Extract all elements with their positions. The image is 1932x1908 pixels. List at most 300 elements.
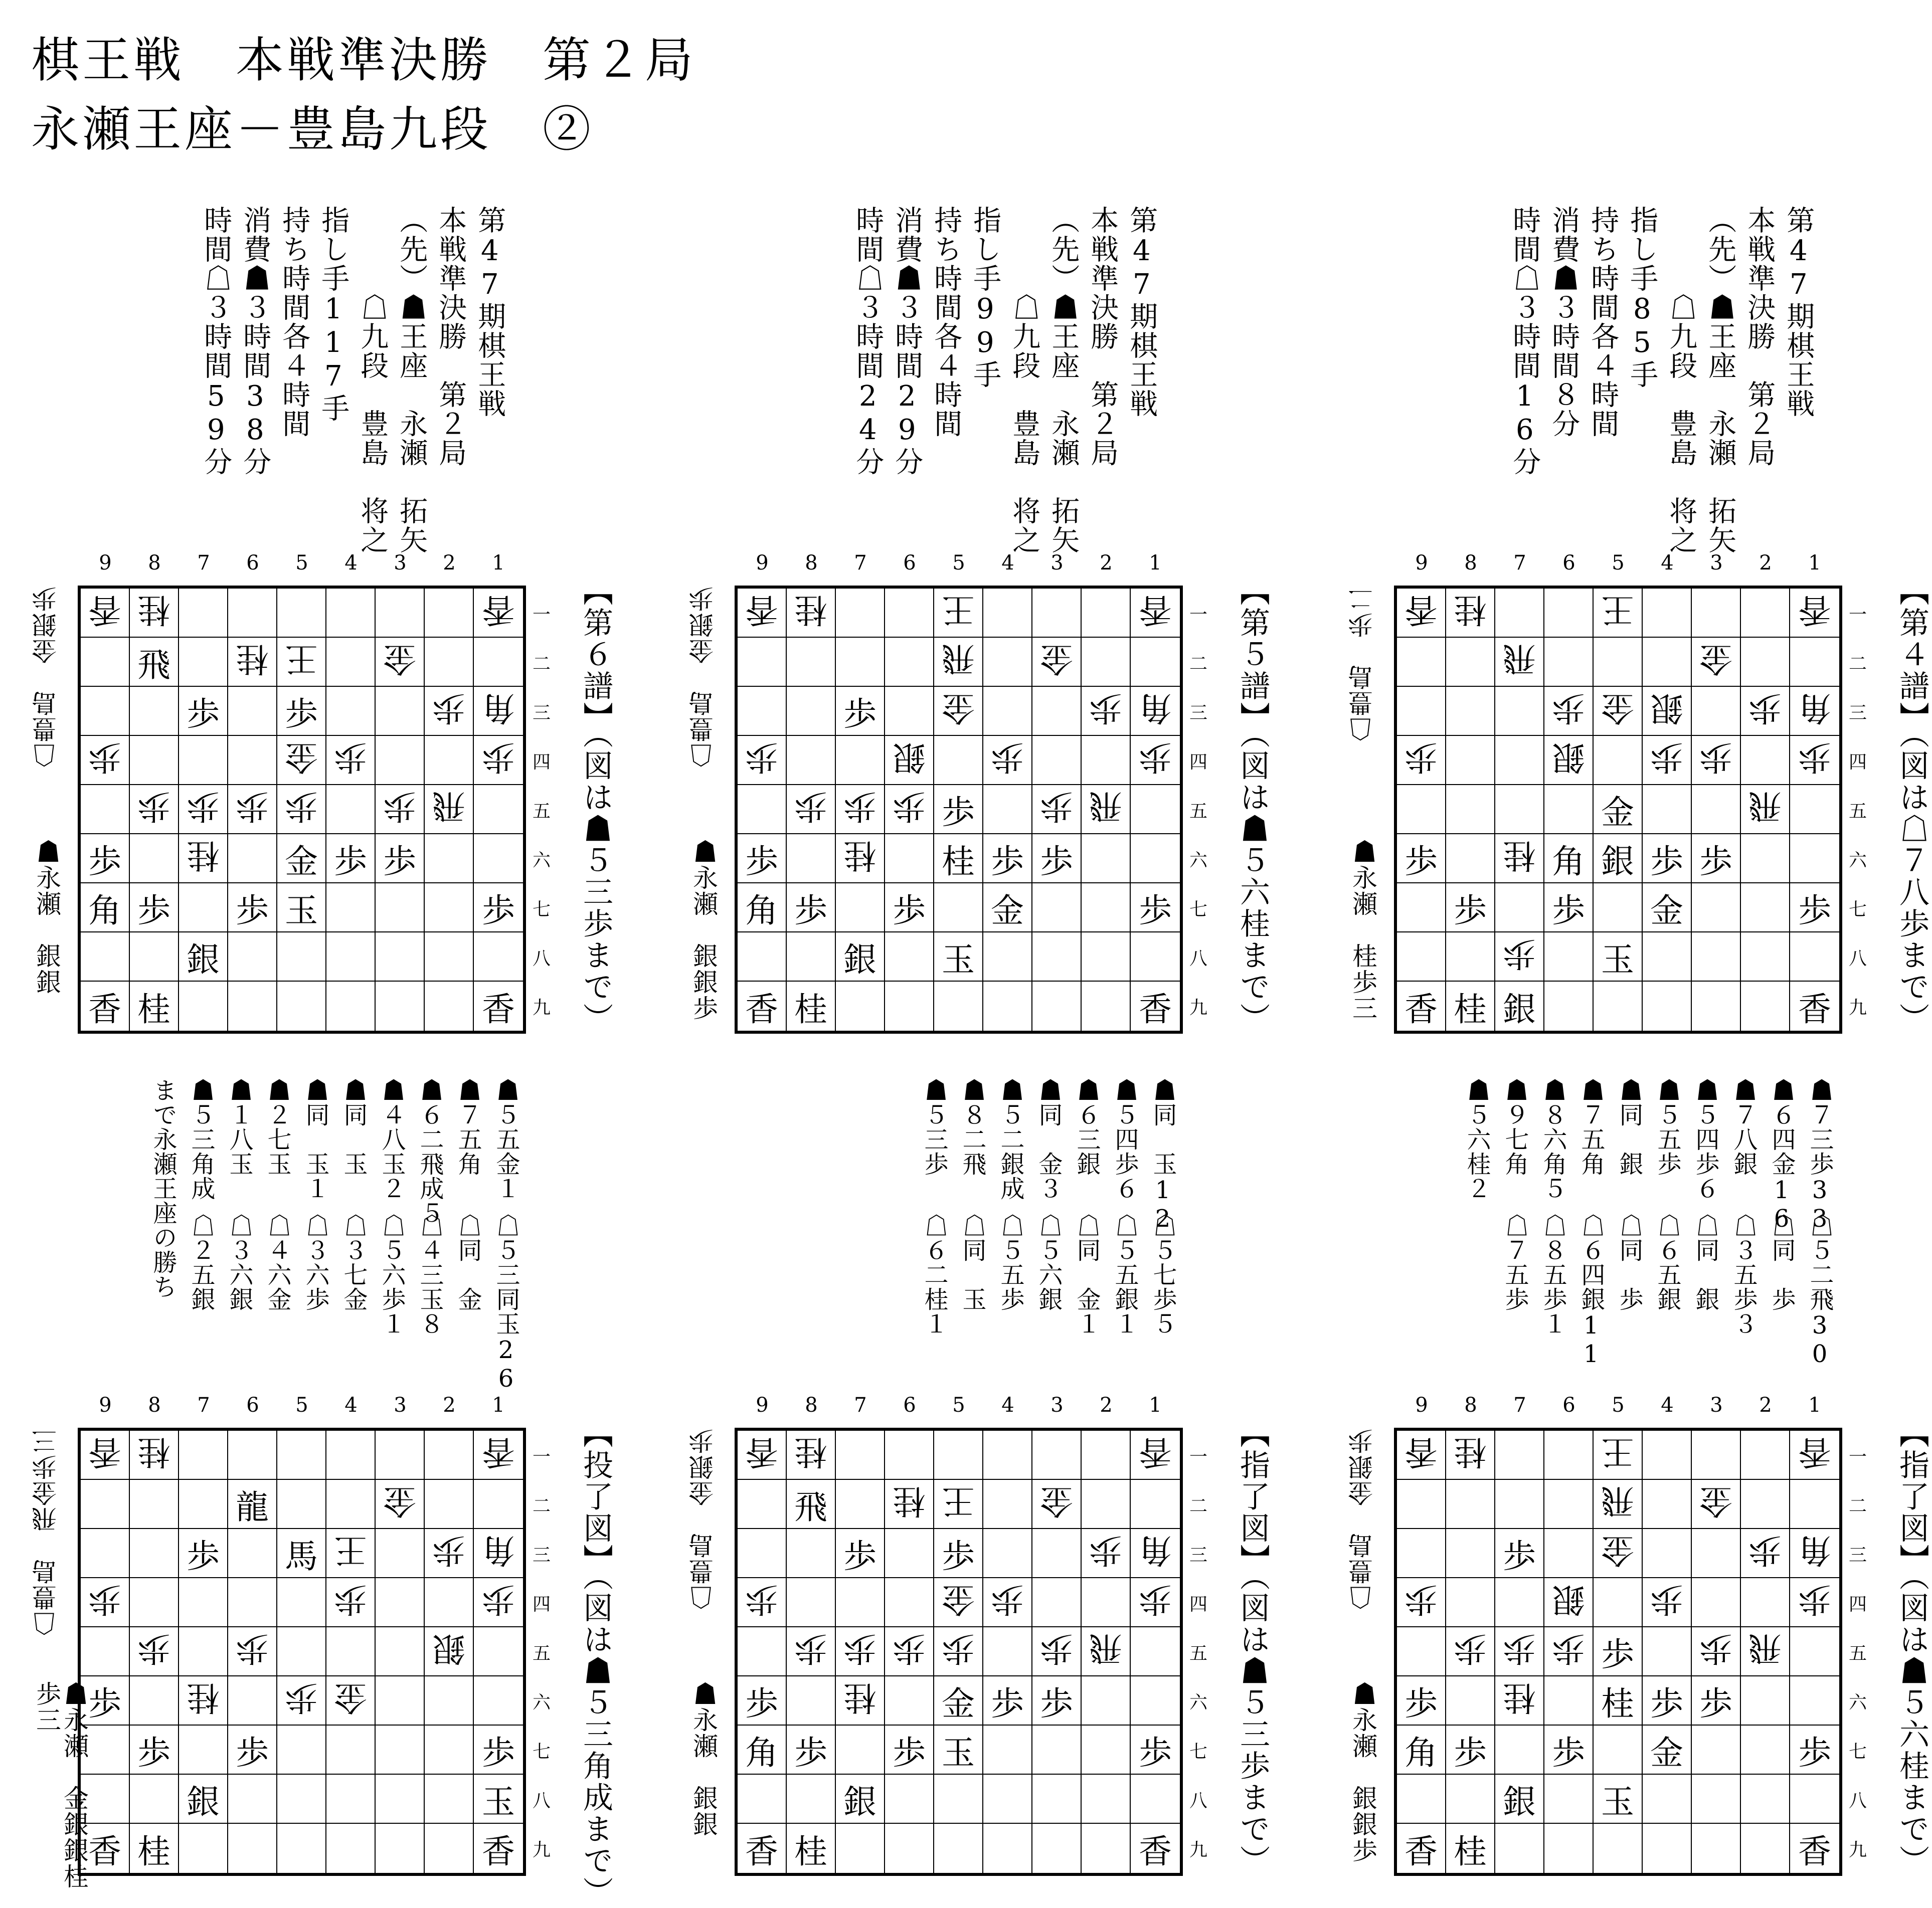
board-square xyxy=(228,834,277,883)
board-square xyxy=(1741,1775,1790,1824)
gote-piece: 桂 xyxy=(187,1678,220,1717)
sente-piece: 香 xyxy=(482,990,515,1029)
board-square xyxy=(983,1578,1032,1627)
board-square xyxy=(81,1627,130,1676)
gote-piece: 王 xyxy=(1601,590,1634,629)
row-label: 五 xyxy=(1848,1643,1867,1664)
sente-piece: 銀 xyxy=(1503,1782,1536,1821)
board-square xyxy=(425,932,474,982)
sente-piece: 桂 xyxy=(137,990,170,1029)
board-square xyxy=(1397,883,1446,932)
game-result: まで永瀬王座の勝ち xyxy=(149,1078,177,1299)
info-line: 持ち時間各４時間 xyxy=(1587,206,1620,438)
board-square xyxy=(179,736,228,785)
column-label: 8 xyxy=(1464,1394,1477,1417)
move-gote: ☖４三玉８ xyxy=(416,1213,444,1336)
column-label: 1 xyxy=(1808,1394,1821,1417)
board-square xyxy=(1544,785,1594,834)
sente-piece: 歩 xyxy=(1040,1684,1073,1723)
sente-piece: 金 xyxy=(991,891,1024,930)
column-labels xyxy=(81,551,523,577)
sente-hand: ☗永瀬 銀銀歩 xyxy=(1348,1681,1377,1863)
board-square xyxy=(425,1824,474,1873)
column-label: 9 xyxy=(1415,1394,1428,1417)
board-square xyxy=(1397,589,1446,638)
board-square xyxy=(1446,1824,1495,1873)
gote-piece: 金 xyxy=(334,1678,367,1717)
gote-piece: 角 xyxy=(1139,688,1172,727)
board-square xyxy=(130,834,179,883)
column-label: 9 xyxy=(99,551,112,575)
board-square xyxy=(1397,1676,1446,1726)
board-square xyxy=(425,1726,474,1775)
board-square xyxy=(1082,932,1131,982)
board-square xyxy=(326,1775,376,1824)
move-sente: ☗５五歩 xyxy=(1653,1078,1681,1176)
board-square xyxy=(983,982,1032,1031)
column-label: 8 xyxy=(805,1394,818,1417)
board-square xyxy=(179,1726,228,1775)
gote-piece: 歩 xyxy=(1748,688,1782,727)
board-square xyxy=(425,1578,474,1627)
shogi-board xyxy=(1394,586,1842,1034)
board-square xyxy=(179,1676,228,1726)
board-square xyxy=(1032,982,1082,1031)
board-square xyxy=(1082,736,1131,785)
title-line-1: 棋王戦 本戦準決勝 第２局 xyxy=(31,32,696,88)
board-square xyxy=(1741,785,1790,834)
board-square xyxy=(1082,1480,1131,1529)
board-square xyxy=(1495,1726,1544,1775)
gote-piece: 金 xyxy=(383,1481,416,1520)
board-square xyxy=(228,1627,277,1676)
board-square xyxy=(1495,1578,1544,1627)
board-square xyxy=(1594,1726,1643,1775)
sente-piece: 歩 xyxy=(1404,1684,1438,1723)
move-sente: ☗６二飛成５ xyxy=(416,1078,444,1225)
board-square xyxy=(1131,785,1180,834)
board-square xyxy=(934,785,983,834)
board-square xyxy=(130,1627,179,1676)
board-square xyxy=(1082,1627,1131,1676)
board-square xyxy=(376,883,425,932)
board-square xyxy=(885,1480,934,1529)
board-square xyxy=(738,736,787,785)
board-square xyxy=(1131,1676,1180,1726)
row-label: 一 xyxy=(532,1446,551,1467)
board-square xyxy=(983,638,1032,687)
column-labels xyxy=(1397,551,1839,577)
board-square xyxy=(1082,1824,1131,1873)
board-square xyxy=(1495,1529,1544,1578)
board-square xyxy=(179,589,228,638)
gote-piece: 歩 xyxy=(1503,1629,1536,1668)
sente-piece: 金 xyxy=(1601,793,1634,832)
board-square xyxy=(1131,1480,1180,1529)
board-square xyxy=(1544,1775,1594,1824)
board-square xyxy=(787,638,836,687)
board-square xyxy=(787,1627,836,1676)
move-sente: ☗同 金３ xyxy=(1034,1078,1063,1201)
board-square xyxy=(787,736,836,785)
board-square xyxy=(425,687,474,736)
board-square xyxy=(130,1529,179,1578)
sente-piece: 銀 xyxy=(187,940,220,979)
sente-piece: 歩 xyxy=(88,1684,121,1723)
board-square xyxy=(787,982,836,1031)
board-square xyxy=(474,638,523,687)
diagram-caption: 【指了図】（図は☗５三歩まで） xyxy=(1235,1418,1270,1876)
diagram-caption: 【第６譜】（図は☗５三歩まで） xyxy=(578,576,613,1034)
gote-piece: 銀 xyxy=(1552,1580,1585,1619)
board-square xyxy=(1544,589,1594,638)
sente-piece: 角 xyxy=(1552,842,1585,881)
board-square xyxy=(228,736,277,785)
gote-piece: 金 xyxy=(383,639,416,678)
board-square xyxy=(836,1480,885,1529)
gote-piece: 角 xyxy=(1798,688,1831,727)
row-label: 七 xyxy=(1848,899,1867,920)
board-square xyxy=(738,1480,787,1529)
gote-piece: 飛 xyxy=(1503,639,1536,678)
board-square xyxy=(934,1480,983,1529)
gote-piece: 歩 xyxy=(334,737,367,777)
board-square xyxy=(1446,1627,1495,1676)
board-square xyxy=(1082,638,1131,687)
board-square xyxy=(1131,982,1180,1031)
row-label: 一 xyxy=(1189,1446,1207,1467)
board-square xyxy=(228,1480,277,1529)
board-square xyxy=(1594,1431,1643,1480)
gote-piece: 王 xyxy=(1601,1432,1634,1471)
sente-piece: 歩 xyxy=(1552,891,1585,930)
info-line: 本戦準決勝 第２局 xyxy=(1086,206,1119,467)
sente-piece: 歩 xyxy=(942,1537,975,1576)
sente-piece: 銀 xyxy=(1601,842,1634,881)
row-label: 八 xyxy=(1848,948,1867,969)
sente-piece: 香 xyxy=(1798,1832,1831,1871)
row-label: 八 xyxy=(1189,948,1207,969)
board-square xyxy=(836,589,885,638)
move-gote: ☖同 歩 xyxy=(1768,1213,1796,1311)
column-labels xyxy=(738,1394,1180,1419)
board-square xyxy=(738,687,787,736)
board-square xyxy=(1594,638,1643,687)
gote-piece: 歩 xyxy=(1139,1580,1172,1619)
gote-piece: 王 xyxy=(285,639,318,678)
board-square xyxy=(1446,1529,1495,1578)
board-square xyxy=(1692,1480,1741,1529)
move-gote: ☖５六銀 xyxy=(1034,1213,1063,1311)
column-label: 3 xyxy=(1710,551,1723,575)
gote-piece: 歩 xyxy=(432,1531,465,1570)
board-square xyxy=(1397,1480,1446,1529)
board-square xyxy=(1082,982,1131,1031)
column-label: 2 xyxy=(1759,1394,1772,1417)
board-square xyxy=(836,785,885,834)
gote-piece: 歩 xyxy=(236,787,269,826)
board-square xyxy=(934,834,983,883)
row-label: 九 xyxy=(532,997,551,1018)
board-square xyxy=(983,1775,1032,1824)
board-square xyxy=(179,932,228,982)
board-square xyxy=(228,982,277,1031)
column-label: 2 xyxy=(1100,551,1113,575)
gote-hand: ☖豊島 歩二 xyxy=(1348,586,1377,742)
board-square xyxy=(1643,1676,1692,1726)
board-square xyxy=(1741,883,1790,932)
board-square xyxy=(376,1676,425,1726)
board-square xyxy=(1032,1726,1082,1775)
board-square xyxy=(130,1775,179,1824)
board-square xyxy=(1594,1775,1643,1824)
board-square xyxy=(474,982,523,1031)
column-label: 5 xyxy=(952,551,965,575)
board-square xyxy=(885,589,934,638)
board-square xyxy=(1692,834,1741,883)
board-square xyxy=(376,1480,425,1529)
move-gote: ☖４六金 xyxy=(263,1213,291,1311)
board-square xyxy=(1131,1431,1180,1480)
board-square xyxy=(1446,1676,1495,1726)
row-label: 五 xyxy=(1848,801,1867,822)
board-square xyxy=(81,687,130,736)
gote-piece: 飛 xyxy=(1748,1629,1782,1668)
board-square xyxy=(1082,1775,1131,1824)
board-square xyxy=(738,1627,787,1676)
row-label: 八 xyxy=(532,1790,551,1811)
board-square xyxy=(1131,932,1180,982)
column-label: 4 xyxy=(1001,551,1014,575)
gote-hand: ☖豊島 金銀歩 xyxy=(32,586,61,768)
board-square xyxy=(425,1431,474,1480)
move-gote: ☖３七金 xyxy=(339,1213,368,1311)
column-label: 4 xyxy=(344,1394,358,1417)
gote-piece: 歩 xyxy=(1699,737,1732,777)
gote-piece: 歩 xyxy=(1552,1629,1585,1668)
gote-piece: 桂 xyxy=(843,836,876,875)
board-square xyxy=(228,1676,277,1726)
board-square xyxy=(1032,883,1082,932)
column-label: 7 xyxy=(854,551,867,575)
board-square xyxy=(81,834,130,883)
move-sente: ☗同 銀 xyxy=(1615,1078,1643,1176)
sente-piece: 香 xyxy=(1139,990,1172,1029)
sente-piece: 香 xyxy=(88,990,121,1029)
board-square xyxy=(787,785,836,834)
sente-piece: 歩 xyxy=(991,842,1024,881)
board-square xyxy=(787,589,836,638)
gote-piece: 歩 xyxy=(1040,787,1073,826)
board-square xyxy=(1131,834,1180,883)
gote-piece: 金 xyxy=(285,737,318,777)
board-square xyxy=(983,1676,1032,1726)
board-square xyxy=(1446,932,1495,982)
column-label: 3 xyxy=(394,551,407,575)
board-square xyxy=(1082,1676,1131,1726)
board-square xyxy=(326,883,376,932)
board-square xyxy=(1446,736,1495,785)
board-square xyxy=(376,1824,425,1873)
row-label: 七 xyxy=(1189,899,1207,920)
board-square xyxy=(738,883,787,932)
board-square xyxy=(1790,982,1839,1031)
board-square xyxy=(983,1824,1032,1873)
board-square xyxy=(983,883,1032,932)
board-square xyxy=(1495,1431,1544,1480)
board-square xyxy=(130,1824,179,1873)
gote-piece: 飛 xyxy=(1089,1629,1122,1668)
sente-piece: 香 xyxy=(745,990,778,1029)
row-label: 八 xyxy=(532,948,551,969)
board-square xyxy=(277,687,326,736)
board-square xyxy=(81,1529,130,1578)
board-square xyxy=(376,982,425,1031)
board-square xyxy=(1131,1578,1180,1627)
info-line: 消費☗３時間38分 xyxy=(239,206,272,476)
board-square xyxy=(277,1529,326,1578)
board-square xyxy=(738,1578,787,1627)
board-square xyxy=(1741,1529,1790,1578)
board-square xyxy=(179,1431,228,1480)
sente-piece: 玉 xyxy=(942,940,975,979)
board-square xyxy=(1495,1627,1544,1676)
sente-piece: 歩 xyxy=(1454,1733,1487,1772)
gote-piece: 香 xyxy=(482,590,515,629)
board-square xyxy=(130,1578,179,1627)
board-square xyxy=(1495,785,1544,834)
board-square xyxy=(228,883,277,932)
gote-piece: 歩 xyxy=(794,1629,827,1668)
column-labels xyxy=(738,551,1180,577)
gote-piece: 香 xyxy=(1798,590,1831,629)
board-square xyxy=(1544,834,1594,883)
gote-piece: 金 xyxy=(942,1580,975,1619)
info-line: 持ち時間各４時間 xyxy=(278,206,311,438)
sente-piece: 銀 xyxy=(1503,990,1536,1029)
board-square xyxy=(983,1529,1032,1578)
board-square xyxy=(934,687,983,736)
move-gote: ☖３六歩 xyxy=(301,1213,329,1311)
column-label: 8 xyxy=(805,551,818,575)
board-square xyxy=(738,1824,787,1873)
gote-piece: 歩 xyxy=(137,787,170,826)
column-label: 1 xyxy=(492,1394,505,1417)
board-square xyxy=(1741,1431,1790,1480)
board-square xyxy=(277,1824,326,1873)
row-label: 六 xyxy=(532,850,551,871)
sente-hand: ☗永瀬 桂歩三 xyxy=(1348,839,1377,1021)
board-square xyxy=(885,687,934,736)
board-square xyxy=(1544,883,1594,932)
row-label: 六 xyxy=(1848,850,1867,871)
board-square xyxy=(1692,883,1741,932)
gote-piece: 角 xyxy=(482,1531,515,1570)
move-sente: ☗２七玉 xyxy=(263,1078,291,1176)
board-square xyxy=(326,785,376,834)
gote-piece: 歩 xyxy=(991,1580,1024,1619)
sente-piece: 歩 xyxy=(1404,842,1438,881)
gote-piece: 香 xyxy=(745,1432,778,1471)
board-square xyxy=(81,638,130,687)
board-square xyxy=(130,785,179,834)
board-square xyxy=(376,687,425,736)
gote-piece: 銀 xyxy=(1650,688,1683,727)
board-square xyxy=(787,1480,836,1529)
board-square xyxy=(787,687,836,736)
board-square xyxy=(934,932,983,982)
board-square xyxy=(1741,736,1790,785)
board-square xyxy=(836,1578,885,1627)
board-square xyxy=(885,1726,934,1775)
board-square xyxy=(934,1726,983,1775)
board-square xyxy=(326,1529,376,1578)
move-sente: ☗４八玉２ xyxy=(378,1078,406,1201)
sente-piece: 香 xyxy=(1404,990,1438,1029)
board-square xyxy=(376,1627,425,1676)
shogi-board xyxy=(1394,1428,1842,1876)
board-square xyxy=(179,1529,228,1578)
board-square xyxy=(474,883,523,932)
sente-piece: 歩 xyxy=(893,1733,926,1772)
row-label: 四 xyxy=(1848,1594,1867,1615)
board-square xyxy=(1692,1676,1741,1726)
move-gote: ☖６五銀 xyxy=(1653,1213,1681,1311)
board-square xyxy=(787,883,836,932)
board-square xyxy=(1643,687,1692,736)
row-label: 二 xyxy=(532,1495,551,1516)
board-square xyxy=(1032,1775,1082,1824)
sente-piece: 歩 xyxy=(187,1537,220,1576)
board-square xyxy=(130,589,179,638)
gote-piece: 香 xyxy=(88,1432,121,1471)
board-square xyxy=(1594,785,1643,834)
board-square xyxy=(1082,589,1131,638)
move-sente: ☗５三歩 xyxy=(920,1078,948,1176)
gote-piece: 歩 xyxy=(1089,1531,1122,1570)
board-square xyxy=(885,638,934,687)
board-square xyxy=(1594,687,1643,736)
board-square xyxy=(934,1676,983,1726)
gote-piece: 王 xyxy=(942,590,975,629)
column-label: 5 xyxy=(295,1394,308,1417)
board-square xyxy=(983,687,1032,736)
board-square xyxy=(836,1824,885,1873)
info-line: 本戦準決勝 第２局 xyxy=(434,206,467,467)
gote-piece: 金 xyxy=(1601,1531,1634,1570)
gote-piece: 桂 xyxy=(794,590,827,629)
info-line: ☖九段 豊島 将之 xyxy=(1008,206,1041,554)
move-sente: ☗７三歩33 xyxy=(1806,1078,1834,1233)
row-label: 九 xyxy=(1848,997,1867,1018)
move-sente: ☗７五角 xyxy=(1577,1078,1605,1176)
board-square xyxy=(1643,1480,1692,1529)
board-square xyxy=(1594,1627,1643,1676)
board-square xyxy=(474,785,523,834)
info-line: ☖九段 豊島 将之 xyxy=(356,206,389,554)
column-labels xyxy=(1397,1394,1839,1419)
gote-piece: 歩 xyxy=(794,787,827,826)
column-label: 7 xyxy=(1513,551,1526,575)
move-gote: ☖３六銀 xyxy=(225,1213,253,1311)
board-square xyxy=(885,1676,934,1726)
sente-piece: 香 xyxy=(1139,1832,1172,1871)
board-square xyxy=(425,982,474,1031)
board-square xyxy=(885,982,934,1031)
board-square xyxy=(983,736,1032,785)
row-label: 七 xyxy=(1189,1741,1207,1762)
board-square xyxy=(474,1627,523,1676)
